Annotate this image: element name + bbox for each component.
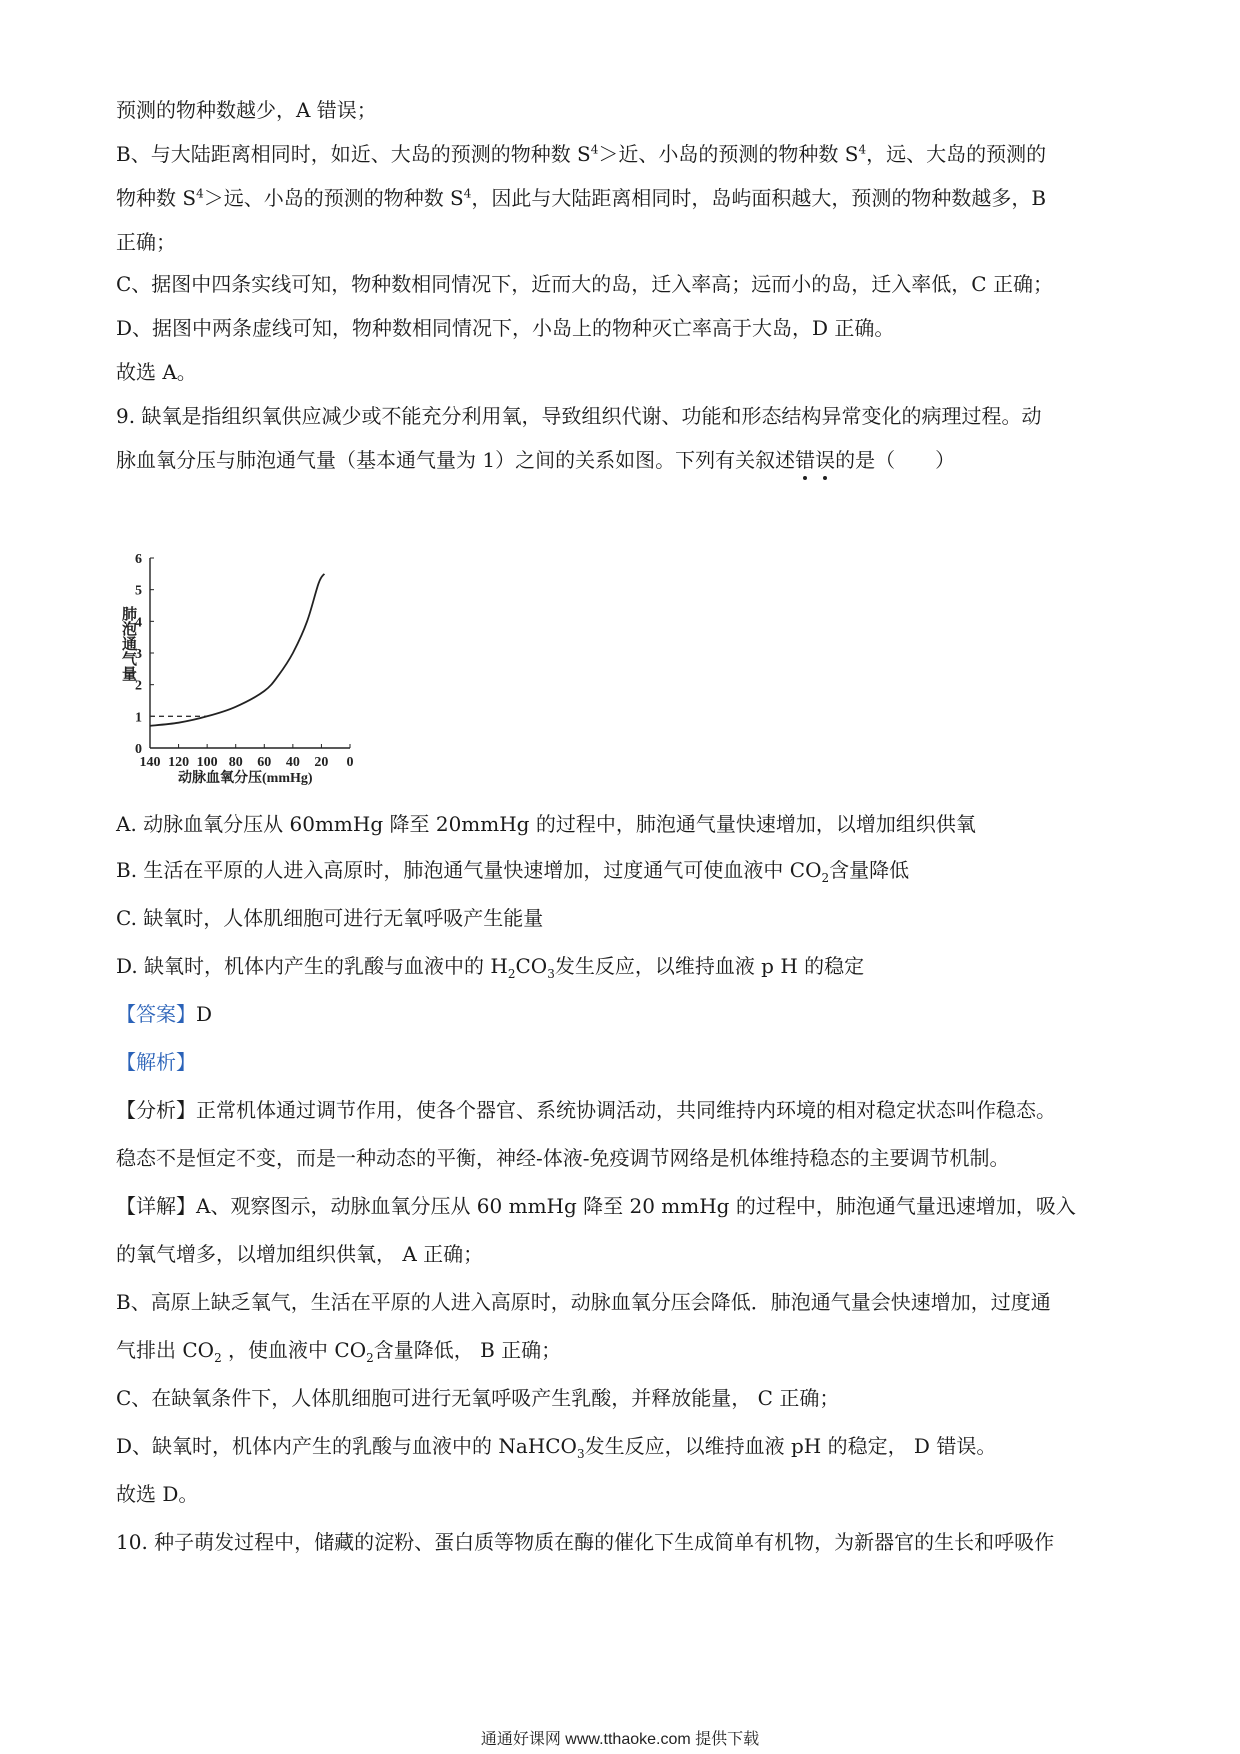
superscript: 4: [590, 142, 599, 157]
line-text: ＞近、小岛的预测的物种数 S: [598, 142, 859, 166]
line-text: B、与大陆距离相同时，如近、大岛的预测的物种数 S: [116, 142, 591, 166]
line-text: 气排出 CO: [116, 1338, 215, 1362]
line-text: C、据图中四条实线可知，物种数相同情况下，近而大的岛，迁入率高；远而小的岛，迁入率低，C 正确；: [116, 272, 1053, 296]
page-footer: 通通好课网 www.tthaoke.com 提供下载: [480, 1731, 760, 1748]
line-text: 9. 缺氧是指组织氧供应减少或不能充分利用氧，导致组织代谢、功能和形态结构异常变化的病理过程。动: [116, 404, 1042, 428]
line-text: B. 生活在平原的人进入高原时，肺泡通气量快速增加，过度通气可使血液中 CO: [116, 858, 822, 882]
text-line: [116, 314, 1136, 342]
detail-line: [116, 1240, 1136, 1268]
line-text: B、高原上缺乏氧气，生活在平原的人进入高原时，动脉血氧分压会降低．肺泡通气量会快速增加，过度通: [116, 1290, 1051, 1314]
line-text: 预测的物种数越少，A 错误；: [116, 98, 377, 122]
line-text: 的氧气增多，以增加组织供氧， A 正确；: [116, 1242, 484, 1266]
x-tick-label: 40: [285, 755, 300, 770]
line-text: 10. 种子萌发过程中，储藏的淀粉、蛋白质等物质在酶的催化下生成简单有机物，为新器官的生长和呼吸作: [116, 1530, 1055, 1554]
analysis-line: [116, 1144, 1136, 1172]
analysis-tag: 【解析】: [116, 1050, 196, 1074]
line-text: D. 缺氧时，机体内产生的乳酸与血液中的 H: [116, 954, 508, 978]
line-text: 发生反应，以维持血液 p H 的稳定: [554, 954, 865, 978]
superscript: 4: [858, 142, 867, 157]
line-text: C、在缺氧条件下，人体肌细胞可进行无氧呼吸产生乳酸，并释放能量， C 正确；: [116, 1386, 840, 1410]
text-line: [116, 228, 1136, 256]
line-text: C. 缺氧时，人体肌细胞可进行无氧呼吸产生能量: [116, 906, 544, 930]
y-tick-label: 5: [135, 583, 142, 599]
line-text: 故选 A。: [116, 360, 197, 384]
line-text: A. 动脉血氧分压从 60mmHg 降至 20mmHg 的过程中，肺泡通气量快速增加，以增加组织供氧: [116, 812, 976, 836]
y-tick-label: 6: [135, 552, 142, 567]
chart-series: [150, 574, 324, 726]
line-text: 脉血氧分压与肺泡通气量（基本通气量为 1）之间的关系如图。下列有关叙述: [116, 448, 796, 472]
subscript: 2: [507, 967, 516, 981]
y-axis-label: 肺泡通气量: [120, 606, 136, 681]
answer-value: D: [196, 1002, 213, 1026]
subscript: 3: [547, 967, 555, 981]
line-text: ，使血液中 CO: [221, 1338, 367, 1362]
x-tick-label: 20: [314, 755, 329, 770]
question-10-stem: [116, 1528, 1136, 1556]
line-text: 含量降低: [829, 858, 910, 882]
x-tick-label: 60: [257, 755, 272, 770]
option-b: [116, 856, 1136, 884]
line-text: 稳态不是恒定不变，而是一种动态的平衡，神经-体液-免疫调节网络是机体维持稳态的主要调节机制。: [116, 1146, 1010, 1170]
detail-line: [116, 1336, 1136, 1364]
x-tick-label: 100: [196, 755, 218, 770]
text-line: [116, 96, 1136, 124]
detail-line: [116, 1480, 1136, 1508]
line-text: CO: [515, 954, 548, 978]
subscript: 2: [214, 1351, 222, 1365]
y-tick-label: 0: [135, 742, 142, 757]
section-tag: 【详解】: [116, 1194, 196, 1218]
section-tag: 【分析】: [116, 1098, 196, 1122]
line-text: D、据图中两条虚线可知，物种数相同情况下，小岛上的物种灭亡率高于大岛，D 正确。: [116, 316, 895, 340]
y-tick-label: 2: [135, 678, 142, 694]
line-text: 物种数 S: [116, 186, 197, 210]
chart-ticks: [135, 552, 354, 770]
y-tick-label: 4: [135, 615, 142, 631]
line-text: 发生反应，以维持血液 pH 的稳定， D 错误。: [584, 1434, 997, 1458]
ventilation-curve: [150, 574, 324, 726]
line-text: 含量降低， B 正确；: [373, 1338, 562, 1362]
superscript: 4: [463, 186, 472, 201]
analysis-line: [116, 1096, 1136, 1124]
ventilation-chart: [108, 538, 390, 790]
x-tick-label: 120: [168, 755, 190, 770]
x-tick-label: 0: [346, 755, 354, 770]
line-text: A、观察图示，动脉血氧分压从 60 mmHg 降至 20 mmHg 的过程中，肺泡通气量迅速增加，吸入: [196, 1194, 1076, 1218]
question-9-stem: [116, 446, 1136, 474]
chart-axes: [150, 558, 350, 748]
detail-line: [116, 1192, 1136, 1220]
option-c: [116, 904, 1136, 932]
superscript: 4: [196, 186, 204, 201]
line-text: 故选 D。: [116, 1482, 199, 1506]
question-9-stem: [116, 402, 1136, 430]
detail-line: [116, 1288, 1136, 1316]
detail-line: [116, 1384, 1136, 1412]
emphasis-char: 错: [795, 448, 816, 472]
detail-line: [116, 1432, 1136, 1460]
y-tick-label: 1: [135, 710, 142, 726]
analysis-heading: [116, 1048, 1136, 1076]
line-text: 正确；: [116, 230, 176, 254]
subscript: 2: [366, 1351, 374, 1365]
text-line: [116, 358, 1136, 386]
answer-tag: 【答案】: [116, 1002, 196, 1026]
subscript: 3: [576, 1447, 585, 1461]
answer: [116, 1000, 1136, 1028]
line-text: 正常机体通过调节作用，使各个器官、系统协调活动，共同维持内环境的相对稳定状态叫作稳态。: [196, 1098, 1056, 1122]
line-text: D、缺氧时，机体内产生的乳酸与血液中的 NaHCO: [116, 1434, 577, 1458]
line-text: ＞远、小岛的预测的物种数 S: [203, 186, 464, 210]
line-text: ，远、大岛的预测的: [866, 142, 1047, 166]
option-d: [116, 952, 1136, 980]
subscript: 2: [821, 871, 830, 885]
text-line: [116, 270, 1136, 298]
option-a: [116, 810, 1136, 838]
x-axis-label: 动脉血氧分压(mmHg): [178, 771, 313, 786]
text-line: [116, 140, 1136, 168]
line-text: ，因此与大陆距离相同时，岛屿面积越大，预测的物种数越多，B: [471, 186, 1047, 210]
emphasis-char: 误: [815, 448, 836, 472]
x-tick-label: 80: [228, 755, 243, 770]
line-text: 的是（ ）: [835, 448, 956, 472]
text-line: [116, 184, 1136, 212]
x-tick-label: 140: [139, 755, 161, 770]
y-tick-label: 3: [135, 647, 142, 662]
